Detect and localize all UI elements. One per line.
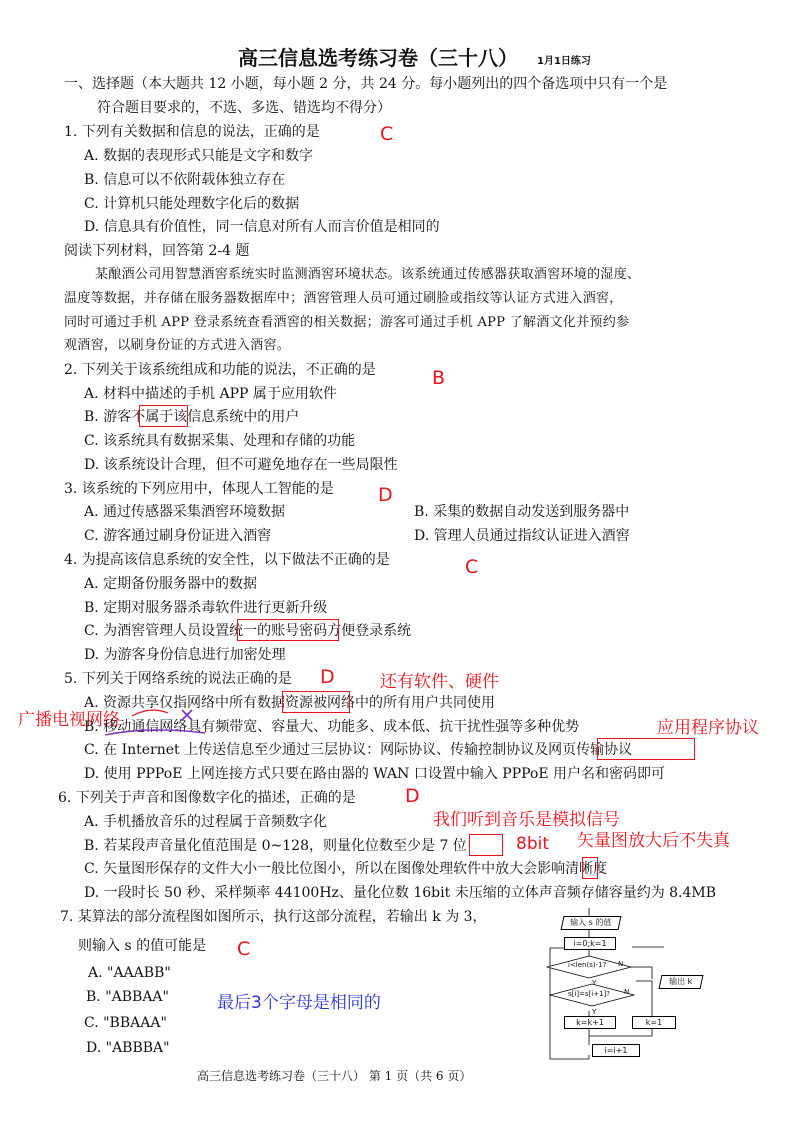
reading-line-3: 同时可通过手机 APP 登录系统查看酒窖的相关数据；游客可通过手机 APP 了解酒文化并预约参 bbox=[64, 315, 630, 330]
q4-handwritten-answer: C bbox=[465, 556, 479, 578]
q1-option-d: D. 信息具有价值性，同一信息对所有人而言价值是相同的 bbox=[84, 219, 440, 235]
date-note: 1月1日练习 bbox=[537, 56, 591, 67]
q5-stem: 5. 下列关于网络系统的说法正确的是 bbox=[64, 671, 292, 687]
q6-note-vector-no-distortion: 矢量图放大后不失真 bbox=[577, 831, 730, 851]
section-instructions-line2: 符合题目要求的，不选、多选、错选均不得分） bbox=[97, 100, 391, 116]
flowchart-label-n1: N bbox=[618, 960, 624, 968]
q3-option-a: A. 通过传感器采集酒窖环境数据 bbox=[84, 504, 286, 520]
q1-option-b: B. 信息可以不依附载体独立存在 bbox=[84, 172, 286, 188]
flowchart-input-text: 输入 s 的值 bbox=[570, 918, 612, 927]
q3-option-d: D. 管理人员通过指纹认证进入酒窖 bbox=[414, 528, 630, 544]
q3-stem: 3. 该系统的下列应用中，体现人工智能的是 bbox=[64, 481, 334, 497]
flowchart-cond2-text: s[i]=s[i+1]? bbox=[568, 990, 611, 998]
q7-option-c: C. "BBAAA" bbox=[84, 1015, 167, 1031]
q4-option-a: A. 定期备份服务器中的数据 bbox=[84, 576, 258, 592]
q1-option-a: A. 数据的表现形式只能是文字和数字 bbox=[84, 148, 314, 164]
flowchart-label-y2: Y bbox=[592, 1008, 597, 1016]
flowchart-init-node: i=0;k=1 bbox=[564, 937, 616, 950]
flowchart-label-y1: Y bbox=[592, 979, 597, 987]
q3-option-c: C. 游客通过刷身份证进入酒窖 bbox=[84, 528, 272, 544]
flowchart-inc-k-node: k=k+1 bbox=[564, 1016, 616, 1029]
q2-option-b: B. 游客不属于该信息系统中的用户 bbox=[84, 409, 300, 425]
flowchart-cond1-text: i<len(s)-1? bbox=[568, 961, 607, 969]
q1-stem: 1. 下列有关数据和信息的说法，正确的是 bbox=[64, 124, 320, 140]
q2-stem: 2. 下列关于该系统组成和功能的说法，不正确的是 bbox=[64, 362, 376, 378]
section-instructions-line1: 一、选择题（本大题共 12 小题，每小题 2 分，共 24 分。每小题列出的四个备选项中只有一个是 bbox=[64, 76, 668, 92]
q2-option-a: A. 材料中描述的手机 APP 属于应用软件 bbox=[84, 386, 337, 402]
q5-option-d: D. 使用 PPPoE 上网连接方式只要在路由器的 WAN 口设置中输入 PPPoE 用户名和密码即可 bbox=[84, 766, 666, 782]
reading-line-1: 某酿酒公司用智慧酒窖系统实时监测酒窖环境状态。该系统通过传感器获取酒窖环境的湿度、 bbox=[95, 267, 641, 282]
flowchart-output-text: 输出 k bbox=[669, 977, 693, 986]
q7-stem-line1: 7. 某算法的部分流程图如图所示，执行这部分流程，若输出 k 为 3， bbox=[60, 909, 487, 925]
flowchart-input-node bbox=[561, 916, 622, 930]
reading-intro: 阅读下列材料，回答第 2-4 题 bbox=[64, 243, 250, 259]
q5-handwritten-answer: D bbox=[320, 666, 335, 688]
page-title: 高三信息选考练习卷（三十八） bbox=[238, 46, 518, 70]
q4-option-c: C. 为酒窖管理人员设置统一的账号密码方便登录系统 bbox=[84, 623, 412, 639]
q6-note-analog-signal: 我们听到音乐是模拟信号 bbox=[433, 810, 620, 830]
q6-note-8bit: 8bit bbox=[516, 834, 549, 854]
flowchart-output-node bbox=[659, 975, 704, 989]
reading-line-2: 温度等数据，并存储在服务器数据库中；酒窖管理人员可通过刷脸或指纹等认证方式进入酒窖， bbox=[64, 291, 623, 306]
q5-note-app-protocol: 应用程序协议 bbox=[657, 718, 759, 738]
q7-option-b: B. "ABBAA" bbox=[86, 989, 169, 1005]
q2-handwritten-answer: B bbox=[432, 367, 446, 389]
q5-option-c: C. 在 Internet 上传送信息至少通过三层协议：网际协议、传输控制协议及网页传输协议 bbox=[84, 742, 633, 758]
algorithm-flowchart bbox=[546, 905, 736, 1063]
page-footer: 高三信息选考练习卷（三十八） 第 1 页（共 6 页） bbox=[197, 1069, 472, 1083]
q5-note-software-hardware: 还有软件、硬件 bbox=[380, 672, 499, 692]
q4-stem: 4. 为提高该信息系统的安全性，以下做法不正确的是 bbox=[64, 552, 390, 568]
q7-handwritten-answer: C bbox=[237, 938, 251, 960]
q7-note-last-three-same: 最后3个字母是相同的 bbox=[217, 993, 381, 1013]
flowchart-inc-i-node: i=i+1 bbox=[592, 1044, 640, 1057]
q3-handwritten-answer: D bbox=[378, 484, 393, 506]
q1-handwritten-answer: C bbox=[380, 123, 394, 145]
q3-option-b: B. 采集的数据自动发送到服务器中 bbox=[414, 504, 630, 520]
q5-option-a: A. 资源共享仅指网络中所有数据资源被网络中的所有用户共同使用 bbox=[84, 695, 496, 711]
q7-option-a: A. "AAABB" bbox=[88, 965, 171, 981]
q7-option-d: D. "ABBBA" bbox=[86, 1040, 170, 1056]
red-arc-mark bbox=[132, 710, 168, 716]
flowchart-set-k-node: k=1 bbox=[632, 1016, 676, 1029]
q6-option-d: D. 一段时长 50 秒、采样频率 44100Hz、量化位数 16bit 未压缩的立体声音频存储容量约为 8.4MB bbox=[84, 885, 717, 901]
reading-line-4: 观酒窖，以刷身份证的方式进入酒窖。 bbox=[64, 338, 291, 353]
q5-option-b: B. 移动通信网络具有频带宽、容量大、功能多、成本低、抗干扰性强等多种优势 bbox=[84, 719, 580, 735]
q4-option-d: D. 为游客身份信息进行加密处理 bbox=[84, 647, 286, 663]
purple-cross-mark bbox=[182, 710, 192, 720]
q2-option-d: D. 该系统设计合理，但不可避免地存在一些局限性 bbox=[84, 457, 398, 473]
q4-option-b: B. 定期对服务器杀毒软件进行更新升级 bbox=[84, 600, 328, 616]
q1-option-c: C. 计算机只能处理数字化后的数据 bbox=[84, 196, 300, 212]
q6-stem: 6. 下列关于声音和图像数字化的描述，正确的是 bbox=[58, 790, 356, 806]
flowchart-label-n2: N bbox=[624, 988, 630, 996]
q6-handwritten-answer: D bbox=[405, 785, 420, 807]
q2-option-c: C. 该系统具有数据采集、处理和存储的功能 bbox=[84, 433, 356, 449]
q7-stem-line2: 则输入 s 的值可能是 bbox=[78, 938, 207, 954]
q5-note-broadcast-network: 广播电视网络 bbox=[18, 710, 120, 730]
q6-option-c: C. 矢量图形保存的文件大小一般比位图小，所以在图像处理软件中放大会影响清晰度 bbox=[84, 861, 608, 877]
q6-option-a: A. 手机播放音乐的过程属于音频数字化 bbox=[84, 814, 328, 830]
q6-option-b: B. 若某段声音量化值范围是 0~128，则量化位数至少是 7 位 bbox=[84, 838, 467, 854]
purple-underline-mark bbox=[105, 730, 205, 735]
